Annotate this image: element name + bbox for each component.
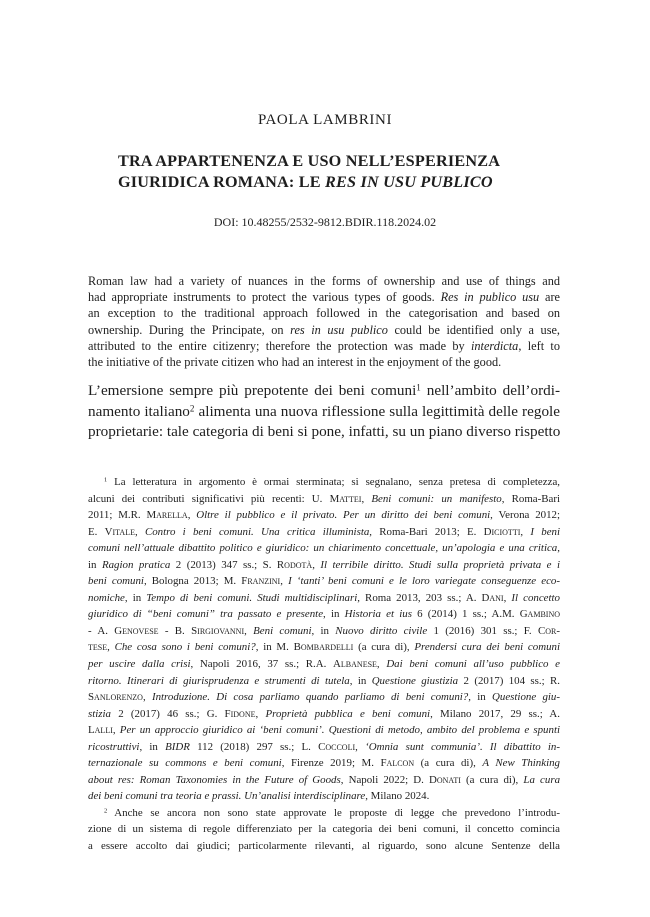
text-italic: I ‘tanti’ beni comuni e le loro variegate conseguenze eco- [288, 575, 560, 588]
text-italic: Dai beni comuni all’uso pubblico e [386, 658, 560, 671]
footnote-line: Sanlorenzo, Introduzione. Di cosa parliamo quando parliamo di beni comuni?, in Questione giu- [88, 691, 560, 704]
text-italic: per uscire dalla crisi [88, 658, 191, 671]
text: 2 (2013) 347 ss.; S. [170, 558, 277, 571]
text: , in [139, 740, 166, 753]
text: , Napoli 2016, 37 ss.; R.A. [190, 658, 334, 671]
author-name: Cor- [537, 624, 560, 637]
author-name: Rodotà [276, 558, 313, 571]
text: , Verona 2012; [490, 509, 561, 522]
footnote-line: zione di un sistema di regole differenziato per la categoria dei beni comuni, il concetto comincia [88, 823, 560, 836]
author-name: Donati [429, 773, 461, 786]
author-name: PAOLA LAMBRINI [257, 112, 393, 128]
body-line [88, 381, 560, 402]
text: , Roma 2013, 203 ss.; A. [357, 591, 482, 604]
text: , in [468, 691, 493, 704]
title-italic: RES IN USU PUBLICO [325, 173, 493, 191]
author-name: Lalli [88, 724, 113, 737]
text: E. [88, 525, 105, 538]
text: , Firenze 2019; M. [281, 757, 381, 770]
footnote-line: E. Vitale, Contro i beni comuni. Una critica illuminista, Roma-Bari 2013; E. Diciotti, I beni [88, 525, 560, 538]
body-line [88, 402, 560, 423]
footnote-line: - A. Genovese - B. Sirgiovanni, Beni comuni, in Nuovo diritto civile 1 (2016) 301 ss.; F. Cor- [88, 624, 560, 637]
footnote-line: stizia 2 (2017) 46 ss.; G. Fidone, Proprietà pubblica e beni comuni, Milano 2017, 29 ss.; A. [88, 707, 560, 720]
author-name: Sanlorenzo [88, 691, 143, 704]
text-italic: Il concetto [511, 591, 561, 604]
abstract-line [88, 322, 560, 338]
footnote-number: 1 [104, 476, 108, 484]
text-italic: res in usu publico [290, 322, 388, 337]
article-title-line-2 [118, 173, 578, 192]
text-italic: Contro i beni comuni. Una critica illuminista [144, 525, 370, 538]
abstract [88, 273, 560, 370]
text: 1 (2016) 301 ss.; F. [427, 624, 538, 637]
text: , Bologna 2013; M. [143, 575, 242, 588]
text: - B. [158, 624, 192, 637]
footnote-line [88, 805, 560, 822]
footnote-line [88, 755, 560, 772]
text: , [557, 542, 560, 555]
text-italic: Per un approccio giuridico ai ‘beni comuni’. Questioni di metodo, ambito del problema e spunti [119, 724, 560, 737]
text: ownership. During the Principate, on [88, 322, 291, 337]
author-name: Vitale [104, 525, 135, 538]
text-italic: ‘Omnia sunt communia’. Il dibattito in- [365, 740, 560, 753]
footnote-line [88, 772, 560, 789]
footnote-line: beni comuni, Bologna 2013; M. Franzini, I ‘tanti’ beni comuni e le loro variegate conseguenze eco- [88, 575, 560, 588]
text-italic: Tempo di beni comuni. Studi multidisciplinari [146, 591, 358, 604]
text-italic: comuni nell’attuale dibattito politico e giuridico: un chiarimento concettuale, un’apologia e una critica [88, 542, 558, 555]
text: , Roma-Bari [501, 492, 561, 505]
text-italic: Prendersi cura dei beni comuni [414, 641, 560, 654]
footnote-line: in Ragion pratica 2 (2013) 347 ss.; S. Rodotà, Il terribile diritto. Studi sulla proprietà privata e i [88, 558, 560, 571]
footnote-ref[interactable]: 1 [416, 382, 421, 393]
body-text [88, 381, 560, 443]
text: had appropriate instruments to protect the various types of goods. [88, 290, 435, 305]
abstract-line [88, 338, 560, 354]
footnote-line: Lalli, Per un approccio giuridico ai ‘beni comuni’. Questioni di metodo, ambito del problema e spunti [88, 724, 560, 737]
footnote-number: 2 [104, 807, 108, 815]
text-italic: about res: Roman Taxonomies in the Future of Goods [88, 773, 341, 786]
text-italic: ternazionale su commons e beni comuni [88, 757, 282, 770]
text: , Roma-Bari 2013; E. [369, 525, 484, 538]
author-name: Gambino [519, 608, 560, 621]
footnote-line: 2011; M.R. Marella, Oltre il pubblico e il privato. Per un diritto dei beni comuni, Verona 2012; [88, 509, 561, 522]
text: 2011; M.R. [88, 509, 147, 522]
text: alcuni dei contributi significativi più recenti: U. [88, 492, 330, 505]
text-italic: Beni comuni [253, 624, 312, 637]
footnote-line: a essere accolto dai giudici; particolarmente rilevanti, al riguardo, sono alcune Sentenze della [88, 840, 560, 853]
footnote-line: tese, Che cosa sono i beni comuni?, in M. Bombardelli (a cura di), Prendersi cura dei beni comuni [88, 641, 560, 654]
text: namento italiano [88, 402, 190, 420]
author-name: Marella [146, 509, 188, 522]
text-italic: Il terribile diritto. Studi sulla proprietà privata e i [320, 558, 560, 571]
footnote-line [88, 788, 560, 805]
author-name: Dani [481, 591, 504, 604]
author-name: tese [88, 641, 108, 654]
text: (a cura di), [414, 757, 483, 770]
text: 2 (2017) 46 ss.; G. [111, 707, 225, 720]
footnote-line [88, 474, 560, 491]
footnotes [88, 474, 560, 855]
text: , Milano 2024. [365, 790, 430, 803]
text: 2 (2017) 104 ss.; R. [458, 674, 561, 687]
abstract-line: Roman law had a variety of nuances in the forms of ownership and use of things and [88, 274, 560, 288]
text-italic: giuridico di “beni comuni” tra passato e presente [88, 608, 324, 621]
footnote-line: alcuni dei contributi significativi più recenti: U. Mattei, Beni comuni: un manifesto, Roma-Bari [88, 492, 561, 505]
text: , Napoli 2022; D. [340, 773, 430, 786]
abstract-line: an exception to the traditional approach followed in the categorisation and based on [88, 306, 560, 321]
author-name: Falcon [380, 757, 415, 770]
text-italic: stizia [88, 707, 111, 720]
text: (a cura di), [353, 641, 415, 654]
text: , in [311, 624, 336, 637]
text-italic: dei beni comuni tra teoria e prassi. Un’analisi interdisciplinare [88, 790, 366, 803]
text-italic: Ragion pratica [101, 558, 171, 571]
text-italic: Introduzione. Di cosa parliamo quando parliamo di beni comuni? [151, 691, 469, 704]
author-name: Bombardelli [293, 641, 354, 654]
body-line: proprietarie: tale categoria di beni si pone, infatti, su un piano diverso rispetto [88, 423, 561, 440]
text-italic: Questione giu- [492, 691, 560, 704]
footnote-line: ricostruttivi, in BIDR 112 (2018) 297 ss.; L. Coccoli, ‘Omnia sunt communia’. Il dibattito in- [88, 740, 560, 753]
text-italic: I beni [530, 525, 560, 538]
text: in [88, 558, 102, 571]
text-italic: Historia et ius [344, 608, 412, 621]
text-italic: ricostruttivi [88, 740, 140, 753]
footnote-ref[interactable]: 2 [189, 402, 195, 413]
text: L’emersione sempre più prepotente dei beni comuni [88, 382, 417, 399]
text: are [539, 290, 560, 305]
text: , in [124, 591, 147, 604]
text: 6 (2014) 1 ss.; A.M. [411, 608, 520, 621]
text-italic: beni comuni [88, 575, 144, 588]
author-name: Fidone [224, 707, 256, 720]
article-title-line-1: TRA APPARTENENZA E USO NELL’ESPERIENZA [118, 152, 501, 170]
text: alimenta una nuova riflessione sulla legittimità delle regole [194, 402, 560, 420]
text-italic: Che cosa sono i beni comuni? [114, 641, 256, 654]
abstract-line [88, 289, 560, 305]
text-italic: BIDR [165, 740, 190, 753]
text-italic: Oltre il pubblico e il privato. Per un diritto dei beni comuni [196, 509, 491, 522]
text: La letteratura in argomento è ormai sterminata; si segnalano, senza pretesa di completezza, [107, 476, 560, 488]
author-name: Coccoli [318, 740, 356, 753]
text: , Milano 2017, 29 ss.; A. [430, 707, 560, 720]
text-italic: Beni comuni: un manifesto [371, 492, 502, 505]
text: nell’ambito dell’ordi- [420, 382, 560, 399]
text: , left to [518, 338, 560, 353]
footnote-line [88, 540, 560, 557]
title-prefix: GIURIDICA ROMANA: LE [118, 173, 326, 191]
abstract-line: the initiative of the private citizen who had an interest in the enjoyment of the good. [88, 355, 502, 370]
footnote-line: per uscire dalla crisi, Napoli 2016, 37 ss.; R.A. Albanese, Dai beni comuni all’uso pubblico e [88, 658, 560, 671]
author-name: Diciotti [483, 525, 521, 538]
author-name: Albanese [333, 658, 377, 671]
text: , in [349, 674, 372, 687]
text: 112 (2018) 297 ss.; L. [189, 740, 319, 753]
text: - A. [88, 624, 115, 637]
footnote-line [88, 606, 560, 623]
text-italic: interdicta [470, 338, 519, 353]
text-italic: Res in publico usu [440, 290, 540, 305]
doi: DOI: 10.48255/2532-9812.BDIR.118.2024.02 [213, 215, 437, 229]
author-name: Genovese [114, 624, 159, 637]
footnote-line [88, 673, 560, 690]
text: Anche se ancora non sono state approvate le proposte di legge che prevedono l’introdu- [107, 806, 560, 819]
text-italic: ritorno. Itinerari di giurisprudenza e strumenti di tutela [88, 674, 350, 687]
text: , in [323, 608, 345, 621]
text-italic: A New Thinking [482, 757, 561, 770]
text-italic: Proprietà pubblica e beni comuni [265, 707, 431, 720]
text: could be identified only a use, [387, 322, 561, 337]
footnote-line: nomiche, in Tempo di beni comuni. Studi multidisciplinari, Roma 2013, 203 ss.; A. Dani, Il concetto [88, 591, 561, 604]
author-name: Franzini [241, 575, 281, 588]
author-name: Sirgiovanni [191, 624, 245, 637]
text: , in M. [255, 641, 294, 654]
text-italic: nomiche [88, 591, 125, 604]
text: (a cura di), [460, 773, 524, 786]
author-name: Mattei [329, 492, 362, 505]
text: attributed to the entire citizenry; therefore the protection was made by [88, 338, 471, 353]
text-italic: La cura [523, 773, 561, 786]
text-italic: Questione giustizia [371, 674, 459, 687]
text-italic: Nuovo diritto civile [335, 624, 428, 637]
